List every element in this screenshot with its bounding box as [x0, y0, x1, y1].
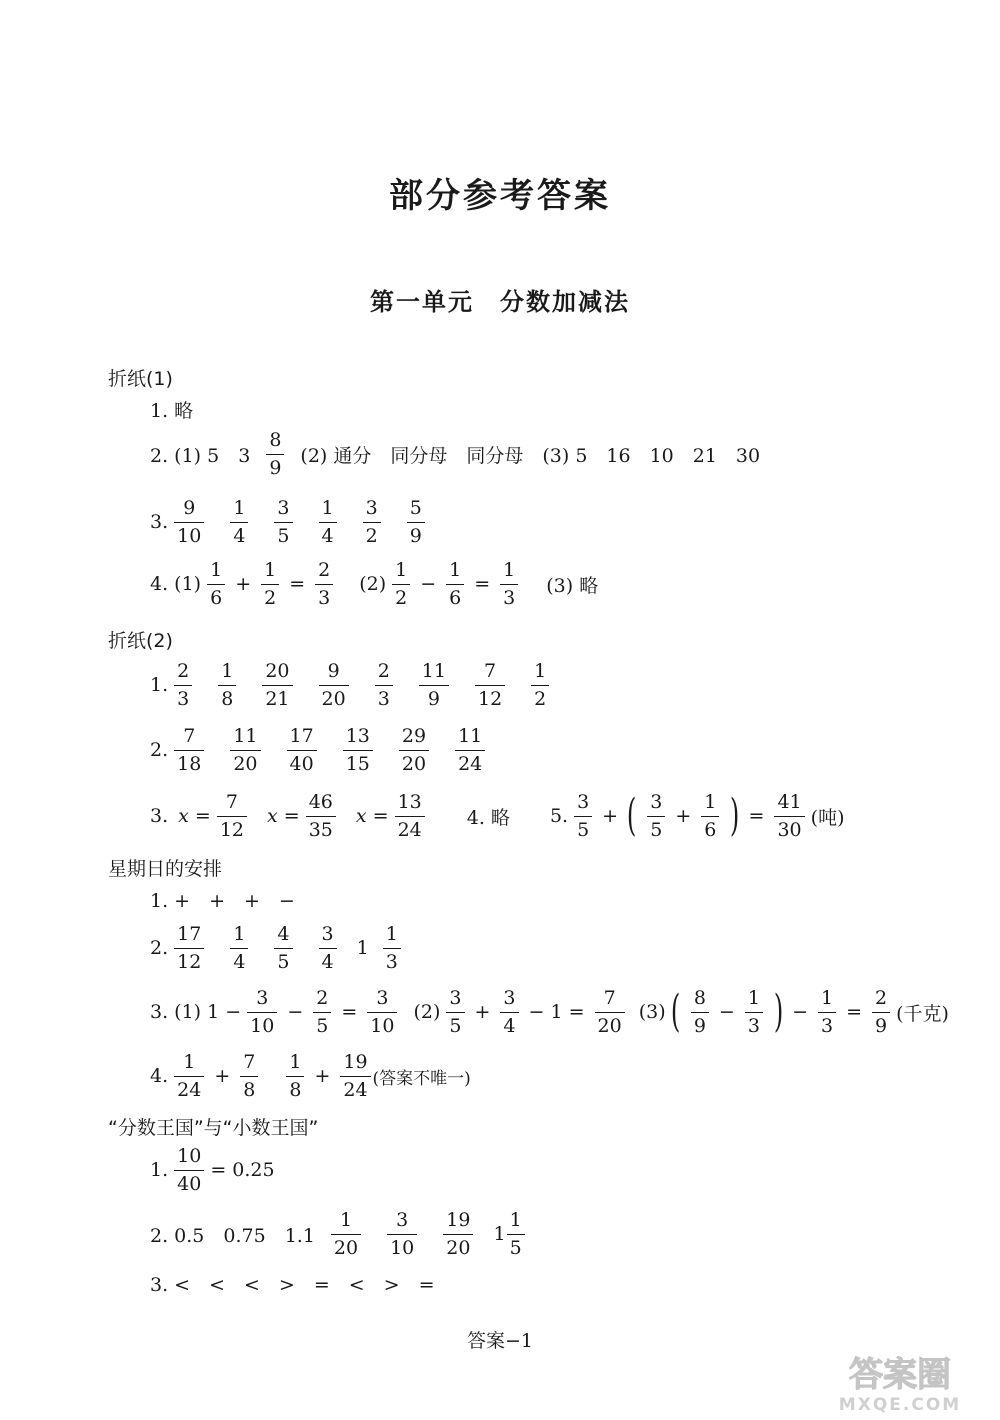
section-heading-sunday: 星期日的安排 [108, 858, 223, 880]
answer-1-4: 4. (1) $\frac{1}{6}$ + $\frac{1}{2}$ = $\frac{2}{3}$ (2) $\frac{1}{2}$ − $\frac{1}{6}$ = $\frac{1}{3}$ (3) 略 [150, 558, 599, 609]
answer-2-3: 3. x = $\frac{7}{12}$ x = $\frac{46}{35}$ x = $\frac{13}{24}$ 4. 略 5. $\frac{3}{5}$ + ( $\frac{3}{5}$ + $\frac{1}{6}$ ) = $\frac{41}{30}$ (吨) [150, 790, 845, 841]
answer-2-2: 2. $\frac{7}{18}$ $\frac{11}{20}$ $\frac{17}{40}$ $\frac{13}{15}$ $\frac{29}{20}$ $\frac{11}{24}$ [150, 722, 491, 778]
answer-4-1: 1. $\frac{10}{40}$ = 0.25 [150, 1144, 275, 1195]
watermark-logo [810, 1348, 990, 1414]
answer-4-2: 2. 0.5 0.75 1.1 $\frac{1}{20}$ $\frac{3}{10}$ $\frac{19}{20}$ 1 $\frac{1}{5}$ [150, 1206, 531, 1262]
answer-4-3: 3. < < < > = < > = [150, 1273, 435, 1296]
svg-text:答案圈: 答案圈 [849, 1355, 951, 1395]
answer-1-1: 1. 略 [150, 399, 194, 422]
page-number: 答案−1 [466, 1330, 533, 1352]
page-title: 部分参考答案 [389, 176, 611, 216]
unit-title: 第一单元 分数加减法 [370, 288, 630, 316]
svg-text:MXQE.COM: MXQE.COM [838, 1395, 962, 1414]
answer-2-1: 1. $\frac{2}{3}$ $\frac{1}{8}$ $\frac{20}{21}$ $\frac{9}{20}$ $\frac{2}{3}$ $\frac{11}{9}$ $\frac{7}{12}$ $\frac{1}{2}$ [150, 657, 555, 713]
section-heading-zhezhi-2: 折纸(2) [108, 630, 173, 652]
answer-3-4: 4. $\frac{1}{24}$ + $\frac{7}{8}$ $\frac{1}{8}$ + $\frac{19}{24}$ (答案不唯一) [150, 1050, 471, 1101]
answer-1-3: 3. $\frac{9}{10}$ $\frac{1}{4}$ $\frac{3}{5}$ $\frac{1}{4}$ $\frac{3}{2}$ $\frac{5}{9}$ [150, 494, 431, 550]
answer-3-1: 1. + + + − [150, 889, 295, 912]
section-heading-fraction-decimal: “分数王国”与“小数王国” [108, 1117, 319, 1139]
section-heading-zhezhi-1: 折纸(1) [108, 368, 173, 390]
answer-3-2: 2. $\frac{17}{12}$ $\frac{1}{4}$ $\frac{4}{5}$ $\frac{3}{4}$ 1 $\frac{1}{3}$ [150, 920, 407, 976]
answer-3-3: 3. (1) 1 − $\frac{3}{10}$ − $\frac{2}{5}$ = $\frac{3}{10}$ (2) $\frac{3}{5}$ + $\frac{3}{4}$ − 1 = $\frac{7}{20}$ (3) ( $\frac{8}{9}$ − $\frac{1}{3}$ ) − $\frac{1}{3}$ = $\frac{2}{9}$ (千克) [150, 986, 949, 1037]
answer-1-2: 2. (1) 5 3 $\frac{8}{9}$ (2) 通分 同分母 同分母 (3) 5 16 10 21 30 [150, 428, 761, 479]
